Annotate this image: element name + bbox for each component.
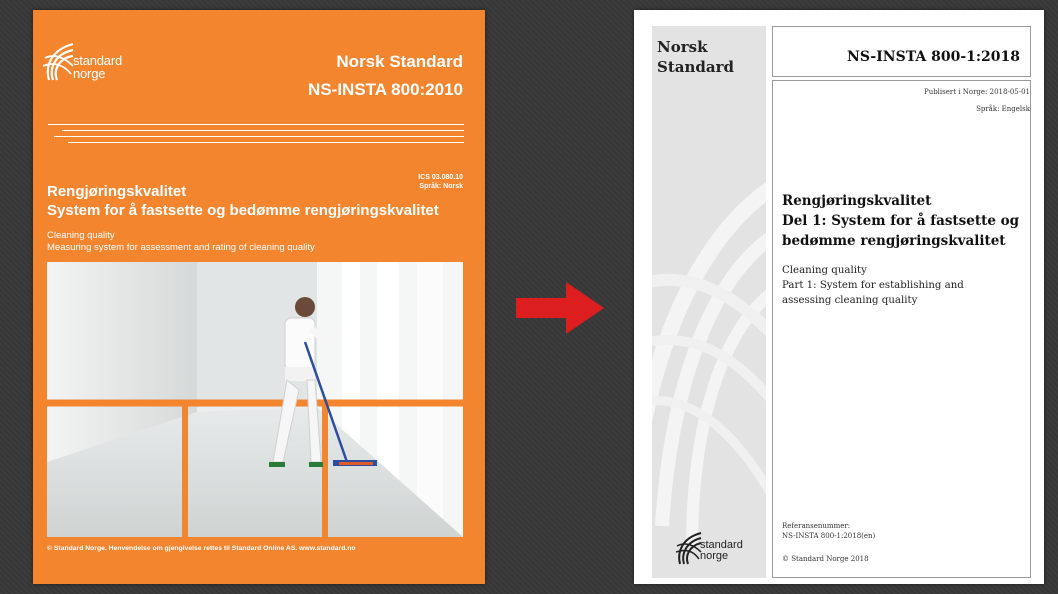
logo-text-line2: norge	[700, 550, 729, 562]
title-line-3: bedømme rengjøringskvalitet	[782, 233, 1006, 249]
logo-text-line1: standard	[73, 53, 122, 68]
published-date: Publisert i Norge: 2018-05-01	[923, 88, 1030, 96]
grey-side-band	[652, 26, 766, 578]
standard-norge-logo	[43, 40, 133, 90]
subtitle-line-2: Part 1: System for establishing and	[782, 280, 964, 291]
title	[782, 191, 1027, 251]
title-line-1: Rengjøringskvalitet	[782, 193, 932, 209]
subtitle-line-2: Measuring system for assessment and rating of cleaning quality	[47, 242, 315, 253]
ics-code: ICS 03.080.10	[418, 174, 463, 181]
new-standard-cover	[634, 10, 1044, 584]
org-title: Norsk Standard	[336, 52, 463, 71]
org-title	[657, 37, 734, 77]
language-label: Språk: Norsk	[419, 183, 463, 190]
subtitle-line-1: Cleaning quality	[782, 265, 867, 276]
watermark-swoosh-icon	[652, 26, 766, 578]
standard-code: NS-INSTA 800:2010	[308, 80, 463, 99]
org-title-line1: Norsk	[657, 38, 708, 56]
title-line-2: System for å fastsette og bedømme rengjøringskvalitet	[47, 202, 439, 219]
ics-info	[418, 173, 463, 191]
main-box	[772, 80, 1031, 578]
org-title-line2: Standard	[657, 58, 734, 76]
cleaning-photo	[47, 262, 463, 537]
title-line-1: Rengjøringskvalitet	[47, 183, 187, 200]
copyright-text: © Standard Norge. Henvendelse om gjengivelse rettes til Standard Online AS. www.standard.no	[47, 545, 356, 552]
subtitle-line-3: assessing cleaning quality	[782, 295, 918, 306]
standard-norge-logo	[676, 530, 756, 570]
old-standard-cover	[33, 10, 485, 584]
logo-swoosh-icon	[43, 40, 75, 84]
language-label: Språk: Engelsk	[976, 105, 1030, 113]
copyright-text: © Standard Norge 2018	[782, 555, 869, 563]
logo-swoosh-icon	[676, 530, 702, 566]
code-box	[772, 26, 1031, 77]
title-line-2: Del 1: System for å fastsette og	[782, 213, 1020, 229]
arrow-right-icon	[516, 282, 606, 334]
standard-code: NS-INSTA 800-1:2018	[847, 49, 1020, 65]
subtitle	[782, 263, 1022, 308]
logo-text-line1: standard	[700, 539, 743, 551]
decorative-lines	[48, 124, 464, 148]
logo-text-line2: norge	[73, 66, 106, 81]
subtitle-line-1: Cleaning quality	[47, 230, 115, 241]
reference-number: NS-INSTA 800-1:2018(en)	[782, 532, 876, 540]
reference-label: Referansenummer:	[782, 522, 851, 530]
